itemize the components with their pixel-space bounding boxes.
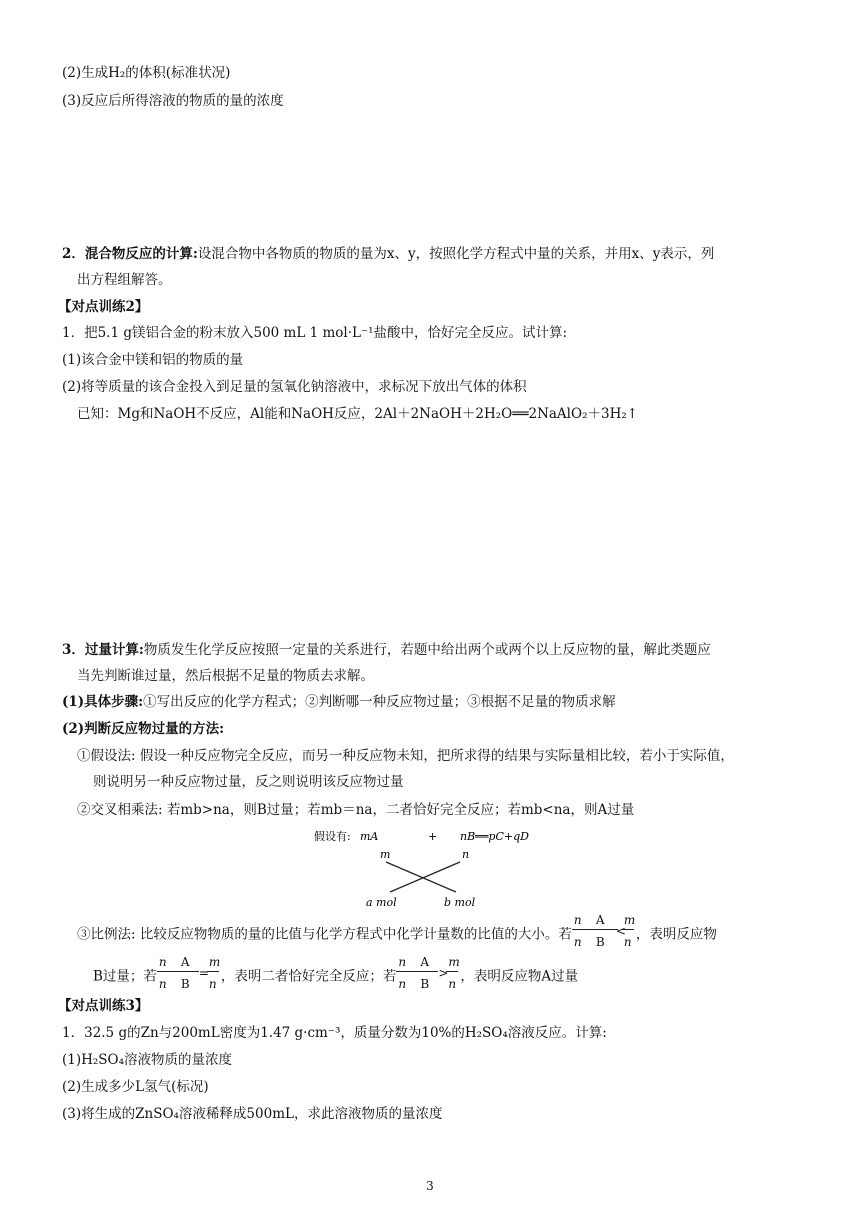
diagram-b-mol: b mol: [444, 896, 476, 909]
fraction-less: [572, 910, 636, 950]
method-2-text: ②交叉相乘法: 若mb>na，则B过量；若mb＝na，二者恰好完全反应；若mb<na，则A过量: [77, 802, 635, 818]
section-2-line2: 出方程组解答。: [77, 272, 172, 288]
question-2-text: (2)生成H₂的体积(标准状况): [62, 65, 231, 81]
training-2-question: 1．把5.1 g镁铝合金的粉末放入500 mL 1 mol·L⁻¹盐酸中，恰好完全反应。试计算:: [62, 325, 568, 341]
frac3-m: m: [448, 955, 460, 969]
method-3-b-mid: ，表明二者恰好完全反应；若: [220, 968, 397, 985]
fraction-greater: [396, 952, 460, 992]
section-3-line2: 当先判断谁过量，然后根据不足量的物质去求解。: [77, 668, 374, 684]
training-3-heading: 【对点训练3】: [58, 998, 149, 1014]
method-3-line2: [93, 955, 579, 992]
section-2-text: 设混合物中各物质的物质的量为x、y，按照化学方程式中量的关系，并用x、y表示，列: [197, 246, 715, 262]
diagram-n: n: [462, 848, 470, 861]
frac1-n-right: n: [623, 935, 632, 949]
fraction-equal: [157, 952, 221, 992]
cross-line-1: [386, 862, 456, 892]
diagram-label: 假设有:: [314, 830, 351, 843]
training-3-part2: (2)生成多少L氢气(标况): [62, 1079, 209, 1095]
steps-line: [62, 692, 616, 712]
frac1-n-bottom: n: [573, 935, 582, 949]
frac1-b: B: [595, 935, 605, 949]
section-3-line1: [62, 640, 711, 660]
training-2-note: 已知：Mg和NaOH不反应，Al能和NaOH反应，2Al＋2NaOH＋2H₂O══2NaAlO₂＋3H₂↑: [77, 406, 639, 422]
section-2-heading: 2．混合物反应的计算:: [62, 246, 198, 262]
frac2-n-bottom: n: [158, 977, 167, 991]
methods-heading: (2)判断反应物过量的方法:: [62, 721, 225, 737]
diagram-plus: +: [428, 830, 438, 843]
frac1-m: m: [623, 913, 636, 927]
frac1-operator: <: [615, 924, 626, 938]
frac3-n-top: n: [398, 955, 407, 969]
frac3-n-right: n: [448, 977, 457, 991]
training-2-heading: 【对点训练2】: [58, 299, 149, 315]
method-1-line2: 则说明另一种反应物过量，反之则说明该反应物过量: [93, 774, 404, 790]
training-2-part1: (1)该合金中镁和铝的物质的量: [62, 352, 244, 368]
method-3-text: ③比例法: 比较反应物物质的量的比值与化学方程式中化学计量数的比值的大小。若: [77, 926, 572, 943]
diagram-a-mol: a mol: [366, 896, 397, 909]
method-1-line1: ①假设法: 假设一种反应物完全反应，而另一种反应物未知，把所求得的结果与实际量相比较，若小于实际值，: [77, 748, 734, 764]
frac3-b: B: [420, 977, 430, 991]
diagram-m: m: [380, 848, 391, 861]
method-3-b-end: ，表明反应物A过量: [460, 968, 579, 985]
cross-line-2: [390, 862, 460, 892]
cross-multiplication-diagram: [310, 826, 570, 916]
training-2-part2: (2)将等质量的该合金投入到足量的氢氧化钠溶液中，求标况下放出气体的体积: [62, 379, 527, 395]
steps-text: ①写出反应的化学方程式；②判断哪一种反应物过量；③根据不足量的物质求解: [143, 694, 616, 710]
frac3-a: A: [420, 955, 430, 969]
question-3-text: (3)反应后所得溶液的物质的量的浓度: [62, 93, 284, 109]
frac3-n-bottom: n: [398, 977, 407, 991]
diagram-ma: mA: [360, 830, 379, 843]
section-3-heading: 3．过量计算:: [62, 642, 144, 658]
method-3-b-start: B过量；若: [93, 968, 157, 985]
steps-heading: (1)具体步骤:: [62, 694, 144, 710]
frac1-a: A: [595, 913, 605, 927]
section-2-line1: [62, 244, 714, 264]
page-number: 3: [426, 1179, 434, 1193]
section-3-text: 物质发生化学反应按照一定量的关系进行，若题中给出两个或两个以上反应物的量，解此类题应: [143, 642, 711, 658]
frac3-operator: >: [438, 966, 449, 980]
frac2-a: A: [180, 955, 190, 969]
frac1-n-top: n: [573, 913, 582, 927]
frac2-n-right: n: [208, 977, 217, 991]
frac2-operator: =: [198, 966, 209, 980]
method-3-end: ，表明反应物: [635, 926, 717, 943]
training-3-part3: (3)将生成的ZnSO₄溶液稀释成500mL，求此溶液物质的量浓度: [62, 1106, 443, 1122]
frac2-n-top: n: [158, 955, 167, 969]
frac2-m: m: [208, 955, 221, 969]
training-3-part1: (1)H₂SO₄溶液物质的量浓度: [62, 1052, 233, 1068]
frac2-b: B: [180, 977, 190, 991]
diagram-equation: nB══pC+qD: [460, 830, 529, 843]
training-3-question: 1．32.5 g的Zn与200mL密度为1.47 g·cm⁻³，质量分数为10%的H₂SO₄溶液反应。计算:: [62, 1025, 607, 1041]
method-3-line1: [77, 913, 717, 950]
